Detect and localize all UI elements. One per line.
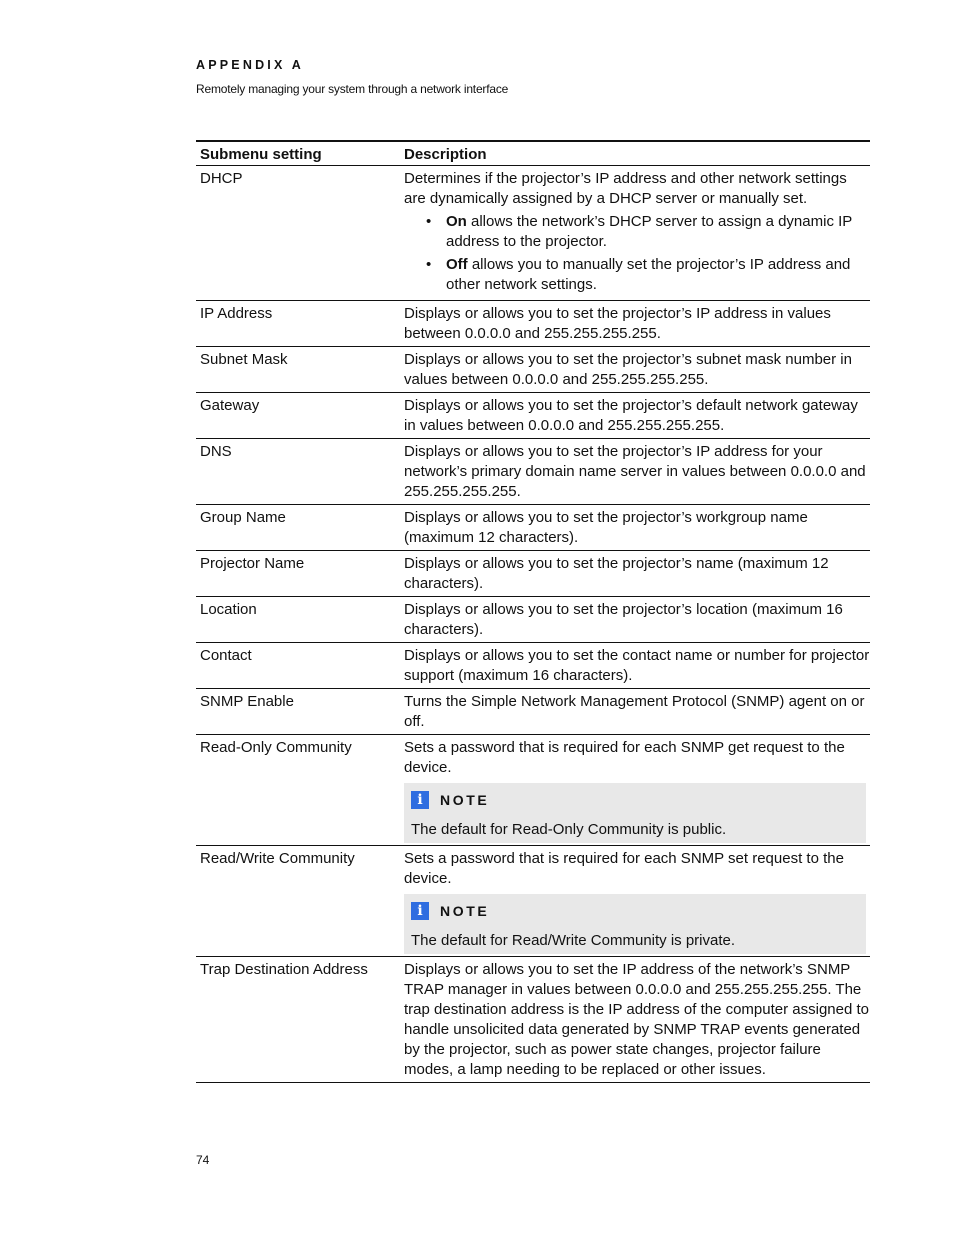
setting-description [398, 166, 870, 300]
bullet-term: Off [446, 256, 468, 273]
description-text: Sets a password that is required for each SNMP set request to the device. [404, 850, 844, 887]
table-row [196, 300, 870, 346]
setting-description: Displays or allows you to set the contact name or number for projector support (maximum 16 characters). [404, 647, 870, 684]
setting-name: SNMP Enable [200, 693, 294, 710]
table-row [196, 642, 870, 688]
setting-name: Trap Destination Address [200, 961, 368, 978]
description-text: Sets a password that is required for each SNMP get request to the device. [404, 739, 845, 776]
setting-name: Read-Only Community [200, 739, 352, 756]
setting-description: Displays or allows you to set the projector’s location (maximum 16 characters). [404, 601, 843, 638]
table-row [196, 734, 870, 845]
column-header-description: Description [404, 146, 487, 163]
setting-description: Displays or allows you to set the projector’s subnet mask number in values between 0.0.0.0 and 255.255.255.255. [404, 351, 852, 388]
setting-description: Turns the Simple Network Management Protocol (SNMP) agent on or off. [404, 693, 865, 730]
table-row [196, 596, 870, 642]
info-icon: i [411, 902, 429, 920]
table-row [196, 166, 870, 300]
setting-description: Displays or allows you to set the projector’s IP address in values between 0.0.0.0 and 255.255.255.255. [404, 305, 831, 342]
note-label: NOTE [440, 792, 490, 808]
table-row [196, 550, 870, 596]
info-icon: i [411, 791, 429, 809]
note-header [411, 789, 859, 811]
setting-name: Location [200, 601, 257, 618]
note-text: The default for Read-Only Community is public. [411, 821, 727, 838]
setting-name: Gateway [200, 397, 260, 414]
setting-name: Read/Write Community [200, 850, 355, 867]
bullet-item [404, 255, 870, 295]
setting-description: Displays or allows you to set the projector’s name (maximum 12 characters). [404, 555, 829, 592]
settings-table [196, 140, 870, 1083]
note-box [404, 783, 866, 843]
section-subtitle: Remotely managing your system through a network interface [196, 82, 509, 96]
table-row [196, 688, 870, 734]
appendix-heading: APPENDIX A [196, 58, 304, 72]
bullet-text: allows you to manually set the projector’s IP address and other network settings. [446, 256, 851, 293]
setting-name: IP Address [200, 305, 273, 322]
column-header-setting: Submenu setting [200, 146, 322, 163]
setting-name: Subnet Mask [200, 351, 288, 368]
table-header-row [196, 142, 870, 166]
bullet-list [404, 212, 870, 295]
bullet-term: On [446, 213, 467, 230]
setting-name: Projector Name [200, 555, 305, 572]
setting-description: Displays or allows you to set the projector’s workgroup name (maximum 12 characters). [404, 509, 808, 546]
note-label: NOTE [440, 903, 490, 919]
setting-description: Displays or allows you to set the IP address of the network’s SNMP TRAP manager in values between 0.0.0.0 and 255.255.255.255. The trap destination address is the IP address of the computer assigned to handle unsolicited data generated by SNMP TRAP events generated by the projector, such as power state changes, projector failure modes, a lamp needing to be replaced or other issues. [404, 961, 869, 1078]
table-row [196, 438, 870, 504]
table-row [196, 845, 870, 956]
setting-name: Group Name [200, 509, 286, 526]
table-row [196, 956, 870, 1082]
note-header [411, 900, 859, 922]
table-row [196, 346, 870, 392]
setting-description: Displays or allows you to set the projector’s default network gateway in values between 0.0.0.0 and 255.255.255.255. [404, 397, 858, 434]
setting-description [398, 846, 870, 956]
note-box [404, 894, 866, 954]
setting-name: DNS [200, 443, 232, 460]
setting-name: Contact [200, 647, 252, 664]
setting-name: DHCP [200, 170, 243, 187]
description-text: Determines if the projector’s IP address and other network settings are dynamically assigned by a DHCP server or manually set. [404, 170, 847, 207]
note-text: The default for Read/Write Community is private. [411, 932, 736, 949]
setting-description [398, 735, 870, 845]
setting-description: Displays or allows you to set the projector’s IP address for your network’s primary domain name server in values between 0.0.0.0 and 255.255.255.255. [404, 443, 866, 500]
page-number: 74 [196, 1153, 210, 1167]
bullet-item [404, 212, 870, 252]
table-row [196, 504, 870, 550]
bullet-text: allows the network’s DHCP server to assign a dynamic IP address to the projector. [446, 213, 853, 250]
table-row [196, 392, 870, 438]
